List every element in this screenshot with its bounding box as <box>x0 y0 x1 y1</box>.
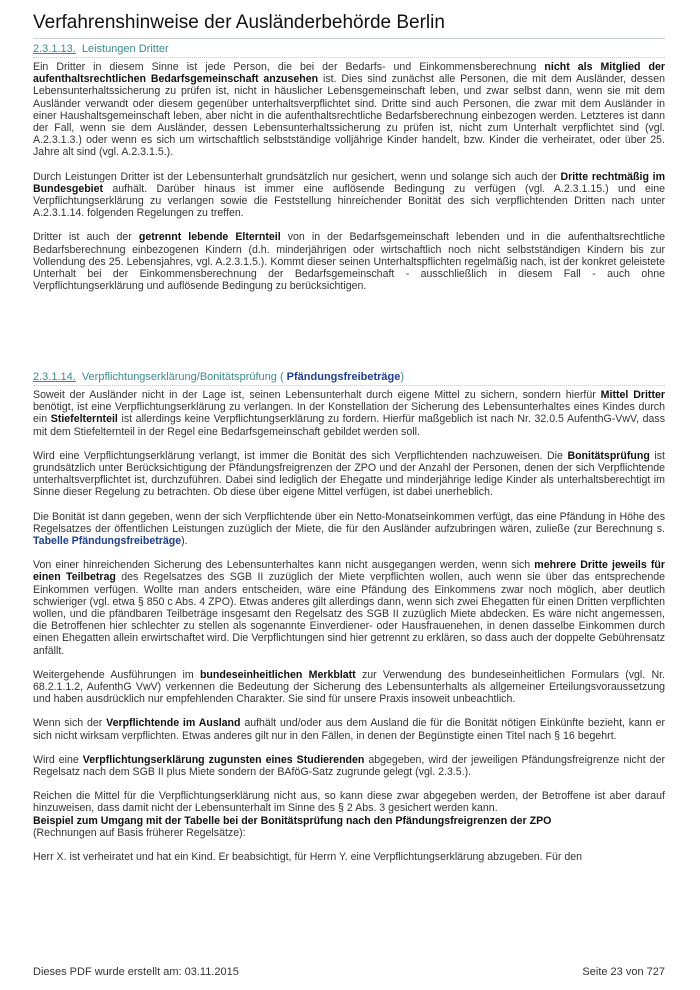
section-heading: 2.3.1.14. Verpflichtungserklärung/Bonitätsprüfung ( Pfändungsfreibeträge) <box>33 370 665 386</box>
paragraph: Wird eine Verpflichtungserklärung zugunsten eines Studierenden abgegeben, wird der jeweiligen Pfändungsfreigrenze nicht der Regelsatz nach dem SGB II plus Miete sondern der BAföG-Satz zugrunde gelegt (vgl. 2.3.5.). <box>33 753 665 779</box>
section-number[interactable]: 2.3.1.14. <box>33 371 76 383</box>
example-heading: Beispiel zum Umgang mit der Tabelle bei der Bonitätsprüfung nach den Pfändungsfreigrenzen der ZPO (Rechnungen auf Basis früherer Regelsätze): <box>33 814 552 839</box>
section-number[interactable]: 2.3.1.13. <box>33 43 76 55</box>
paragraph: Herr X. ist verheiratet und hat ein Kind. Er beabsichtigt, für Herrn Y. eine Verpflichtungserklärung abzugeben. Für den <box>33 851 583 864</box>
tabelle-pfaendungsfreibetraege-link[interactable]: Tabelle Pfändungsfreibeträge <box>33 535 182 548</box>
page-header <box>33 10 665 39</box>
paragraph: Weitergehende Ausführungen im bundeseinheitlichen Merkblatt zur Verwendung des bundeseinheitlichen Formulars (vgl. Nr. 68.2.1.1.2, AufenthG VwV) verkennen die Bedeutung der Sicherung des Lebensunterhalts als allgemeiner Erteilungsvoraussetzung und haben ausdrücklich nur empfehlenden Charakter. Sie sind für unsere Praxis insoweit unbeachtlich. <box>33 668 665 706</box>
paragraph: Dritter ist auch der getrennt lebende Elternteil von in der Bedarfsgemeinschaft lebenden und in die aufenthaltsrechtliche Bedarfsberechnung einbezogenen Kindern (d.h. minderjährigen oder wirtschaftlich noch nicht selbstständigen Kindern bis zur Vollendung des 25. Lebensjahres, vgl. A.2.3.1.5.). Kommt dieser seinen Unterhaltspflichten regelmäßig nach, ist der konkret geleistete Unterhalt bei der Einkommensberechnung der Bedarfsgemeinschaft - ausschließlich in diesem Fall - auch ohne Verpflichtungserklärung und auflösende Bedingung zu berücksichtigen. <box>33 231 665 293</box>
paragraph: Soweit der Ausländer nicht in der Lage ist, seinen Lebensunterhalt durch eigene Mittel zu sichern, sondern hierfür Mittel Dritter benötigt, ist eine Verpflichtungserklärung zu verlangen. In der Konstellation der Sicherung des Lebensunterhaltes eines Kindes durch ein Stiefelternteil ist allerdings keine Verpflichtungserklärung zu fordern. Hierfür maßgeblich ist nach Nr. 32.0.5 AufenthG-VwV, dass mit dem Stiefelternteil in der Regel eine Bedarfsgemeinschaft gebildet werden soll. <box>33 389 665 438</box>
section-leistungen-dritter <box>33 42 665 304</box>
paragraph: Reichen die Mittel für die Verpflichtungserklärung nicht aus, so kann diese zwar abgegeben werden, der Betroffene ist aber darauf hinzuweisen, dass damit nicht der Lebensunterhalt im Sinne des § 2 Abs. 3 gesichert werden kann. <box>33 790 665 815</box>
page-title: Verfahrenshinweise der Ausländerbehörde Berlin <box>33 12 445 33</box>
section-verpflichtungserklaerung <box>33 370 665 875</box>
paragraph: Ein Dritter in diesem Sinne ist jede Person, die bei der Bedarfs- und Einkommensberechnung nicht als Mitglied der aufenthaltsrechtlichen Bedarfsgemeinschaft anzusehen ist. Dies sind zunächst alle Personen, die mit dem Ausländer, dessen Lebensunterhaltssicherung zu prüfen ist, nicht in häuslicher Lebensgemeinschaft leben, und zwar selbst dann, wenn sie mit dem Ausländer verwandt oder diesem gegenüber unterhaltsverpflichtet sind. Dritte sind auch Personen, die zwar mit dem Ausländer in einer Haushaltsgemeinschaft leben, aber nicht in die aufenthaltsrechtliche Bedarfsberechnung einbezogen werden. Letzteres ist dann der Fall, wenn sie dem Ausländer, dessen Lebensunterhaltssicherung zu prüfen ist, nicht zum Unterhalt verpflichtet sind (vgl. A.2.3.1.3.) oder wenn es sich um wirtschaftlich selbstständige volljährige Kinder handelt, bzw. Kinder die verheiratet, oder über 25. Jahre alt sind (vgl. A.2.3.1.5.). <box>33 61 665 159</box>
document-page <box>33 0 665 990</box>
paragraph: Wird eine Verpflichtungserklärung verlangt, ist immer die Bonität des sich Verpflichtenden nachzuweisen. Die Bonitätsprüfung ist grundsätzlich unter Berücksichtigung der Pfändungsfreigrenzen der ZPO und der Anzahl der Personen, denen der sich Verpflichtende unterhaltsverpflichtet ist, durchzuführen. Dabei sind lediglich der Ehegatte und minderjährige ledige Kinder als unterhaltsberechtigt im Sinne dieser Regelung zu betrachten. Ob diese über eigene Mittel verfügen, ist dabei unerheblich. <box>33 449 665 499</box>
paragraph: Wenn sich der Verpflichtende im Ausland aufhält und/oder aus dem Ausland die für die Bonität nötigen Einkünfte bezieht, kann er sich nicht wirksam verpflichten. Etwas anderes gilt nur in den Fällen, in denen der Begünstigte einen Titel nach § 16 begehrt. <box>33 717 665 742</box>
paragraph: Die Bonität ist dann gegeben, wenn der sich Verpflichtende über ein Netto-Monatseinkommen verfügt, das eine Pfändung in Höhe des Regelsatzes der öffentlichen Leistungen zuzüglich der Miete, die für den Ausländer aufzubringen wären, zuließe (zur Berechnung s. Tabelle Pfändungsfreibeträge). <box>33 510 665 548</box>
page-number: Seite 23 von 727 <box>582 966 665 978</box>
pfaendungsfreibetraege-link[interactable]: Pfändungsfreibeträge <box>283 371 401 383</box>
section-title: Leistungen Dritter <box>81 43 169 55</box>
paragraph: Durch Leistungen Dritter ist der Lebensunterhalt grundsätzlich nur gesichert, wenn und solange sich auch der Dritte rechtmäßig im Bundesgebiet aufhält. Darüber hinaus ist immer eine auflösende Bedingung zu verfügen (vgl. A.2.3.1.15.) und eine Verpflichtungserklärung zu verlangen sowie die Feststellung hinreichender Bonität des sich verpflichtenden Dritten nach unter A.2.3.1.14. folgenden Regelungen zu treffen. <box>33 170 665 220</box>
section-title: Verpflichtungserklärung/Bonitätsprüfung ( <box>81 371 284 383</box>
section-heading <box>33 42 665 58</box>
created-date: Dieses PDF wurde erstellt am: 03.11.2015 <box>33 966 239 978</box>
paragraph: Von einer hinreichenden Sicherung des Lebensunterhaltes kann nicht ausgegangen werden, wenn sich mehrere Dritte jeweils für einen Teilbetrag des Regelsatzes des SGB II zuzüglich der Miete verpflichten wollen, auch wenn sie über das entsprechende Einkommen verfügen. Wollte man anders entscheiden, wäre eine Pfändung des Einkommens zwar noch möglich, aber deutlich schwieriger (vgl. etwa § 850 c Abs. 4 ZPO). Etwas anderes gilt allerdings dann, wenn sich zwei Ehegatten für einen Dritten verpflichten wollen, und die pfändbaren Teilbeträge insgesamt den Regelsatz des SGB II zuzüglich Miete abdecken. Es wäre nicht angemessen, die Betroffenen hier schlechter zu stellen als sogenannte Einverdiener- oder Hausfrauenehen, in denen dasselbe Einkommen durch einen Ehegatten allein erwirtschaftet wird. Die Verpflichtungen sind hier getrennt zu erklären, so dass auch der doppelte Gebührensatz anfällt. <box>33 559 666 657</box>
